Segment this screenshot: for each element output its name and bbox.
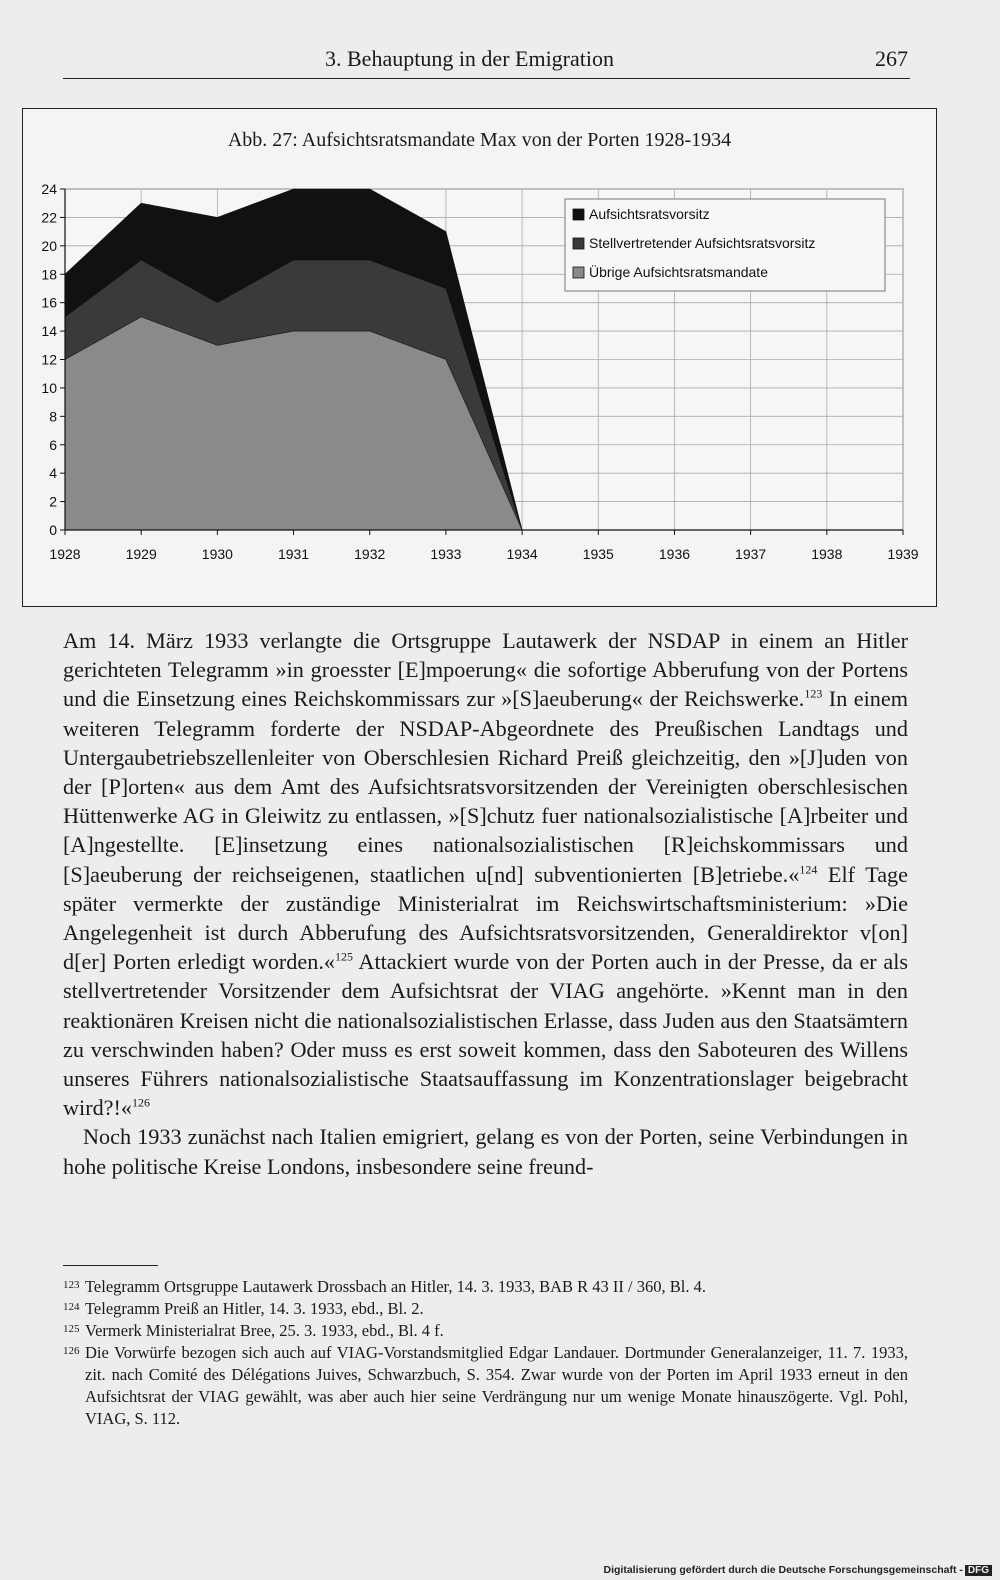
figure-caption: Abb. 27: Aufsichtsratsmandate Max von der Porten 1928-1934 (227, 129, 732, 151)
x-tick-label: 1933 (430, 546, 462, 562)
y-tick-label: 2 (49, 493, 57, 510)
x-tick-label: 1936 (658, 546, 691, 562)
body-text (63, 626, 908, 1181)
paragraph-1 (63, 626, 908, 1122)
footnote (63, 1342, 908, 1430)
footnote-ref-126[interactable]: 126 (132, 1095, 151, 1110)
footnote-text: Die Vorwürfe bezogen sich auch auf VIAG-Vorstandsmitglied Edgar Landauer. Dortmunder Generalanzeiger, 11. 7. 1933, zit. nach Comité des Délégations Juives, Schwarzbuch, S. 354. Zwar wurde von der Porten im April 1933 erneut in den Aufsichtsrat der VIAG gewählt, was aber auch hier seine Verdrängung nur um wenige Monate hinauszögerte. Vgl. Pohl, VIAG, S. 112. (85, 1343, 908, 1428)
footnotes (63, 1276, 908, 1430)
footnote-number: 126 (63, 1345, 80, 1357)
x-tick-label: 1928 (49, 546, 81, 562)
footnote-number: 125 (63, 1323, 80, 1335)
x-tick-label: 1929 (125, 546, 157, 562)
paragraph-2: Noch 1933 zunächst nach Italien emigriert, gelang es von der Porten, seine Verbindungen in hohe politische Kreise Londons, insbesondere seine freund- (63, 1124, 908, 1179)
y-tick-label: 10 (41, 379, 57, 396)
digitization-credit (604, 1564, 993, 1576)
footnote (63, 1276, 908, 1298)
x-tick-label: 1935 (582, 546, 614, 562)
y-tick-label: 6 (49, 436, 57, 453)
x-tick-label: 1938 (811, 546, 843, 562)
paragraph-1-part-c: Elf Tage später vermerkte der zuständige Ministerialrat im Reichswirtschaftsministerium: »Die Angelegenheit ist durch Abberufung des Aufsichtsratsvorsitzenden, Generaldirektor v[on] d[er] Porten erledigt worden.« (63, 861, 908, 975)
y-tick-label: 22 (41, 209, 57, 226)
footnote-text: Vermerk Ministerialrat Bree, 25. 3. 1933, ebd., Bl. 4 f. (85, 1321, 444, 1340)
footnote (63, 1320, 908, 1342)
footnote-ref-123[interactable]: 123 (804, 687, 823, 702)
running-title: 3. Behauptung in der Emigration (325, 46, 614, 71)
figure-box (22, 108, 937, 607)
paragraph-1-part-b: In einem weiteren Telegramm forderte der NSDAP-Abgeordnete des Preußischen Landtags und Untergaubetriebszellenleiter von Oberschlesien Richard Preiß gleichzeitig, den »[J]uden von der [P]orten« aus dem Amt des Aufsichtsratsvorsitzenden der Vereinigten oberschlesischen Hüttenwerke AG in Gleiwitz zu entlassen, »[S]chutz fuer nationalsozialistische [A]rbeiter und [A]ngestellte. [E]insetzung eines nationalsozialistischen [R]eichskommissars und [S]aeuberung der reichseigenen, staatlichen u[nd] subventionierten [B]etriebe.« (63, 686, 908, 887)
footnote-number: 123 (63, 1279, 80, 1291)
footnote-ref-125[interactable]: 125 (334, 949, 353, 964)
x-tick-label: 1931 (277, 546, 310, 562)
x-tick-label: 1932 (354, 546, 386, 562)
footnote-separator (63, 1265, 158, 1266)
y-tick-label: 20 (41, 237, 57, 254)
legend-swatch (573, 209, 584, 220)
dfg-logo: DFG (965, 1565, 992, 1576)
area-chart (23, 109, 936, 606)
legend-label: Übrige Aufsichtsratsmandate (589, 264, 768, 280)
y-tick-label: 16 (41, 294, 57, 311)
x-tick-label: 1939 (887, 546, 919, 562)
y-tick-label: 18 (41, 266, 57, 283)
legend-swatch (573, 267, 584, 278)
footnote-number: 124 (63, 1301, 80, 1313)
y-tick-label: 24 (41, 181, 57, 197)
legend-label: Stellvertretender Aufsichtsratsvorsitz (589, 235, 816, 251)
paragraph-1-part-d: Attackiert wurde von der Porten auch in der Presse, da er als stellvertretender Vorsitzender dem Aufsichtsrat der VIAG angehörte. »Kennt man in den reaktionären Kreisen nicht die nationalsozialistischen Erlasse, dass Juden aus den Staatsämtern zu verschwinden haben? Oder muss es erst soweit kommen, dass den Saboteuren des Willens unseres Führers nationalsozialistische Staatsauffassung im Konzentrationslager beigebracht wird?!« (63, 949, 908, 1121)
legend-label: Aufsichtsratsvorsitz (589, 206, 710, 222)
footnote-ref-124[interactable]: 124 (799, 862, 818, 877)
credit-text: Digitalisierung gefördert durch die Deutsche Forschungsgemeinschaft - (603, 1564, 963, 1576)
x-tick-label: 1937 (735, 546, 767, 562)
page-header (63, 44, 910, 79)
legend-swatch (573, 238, 584, 249)
y-tick-label: 14 (41, 323, 57, 340)
footnote (63, 1298, 908, 1320)
page-number: 267 (875, 46, 908, 71)
footnote-text: Telegramm Ortsgruppe Lautawerk Drossbach an Hitler, 14. 3. 1933, BAB R 43 II / 360, Bl. 4. (85, 1277, 706, 1296)
x-tick-label: 1930 (201, 546, 233, 562)
paragraph-1-part-a: Am 14. März 1933 verlangte die Ortsgruppe Lautawerk der NSDAP in einem an Hitler gerichteten Telegramm »in groesster [E]mpoerung« die sofortige Abberufung von der Portens und die Einsetzung eines Reichskommissars zur »[S]aeuberung« der Reichswerke. (63, 628, 908, 712)
y-tick-label: 8 (49, 408, 57, 425)
y-tick-label: 0 (49, 522, 57, 538)
x-tick-label: 1934 (506, 546, 538, 562)
y-tick-label: 4 (49, 465, 57, 482)
y-tick-label: 12 (41, 351, 57, 368)
footnote-text: Telegramm Preiß an Hitler, 14. 3. 1933, ebd., Bl. 2. (85, 1299, 424, 1318)
